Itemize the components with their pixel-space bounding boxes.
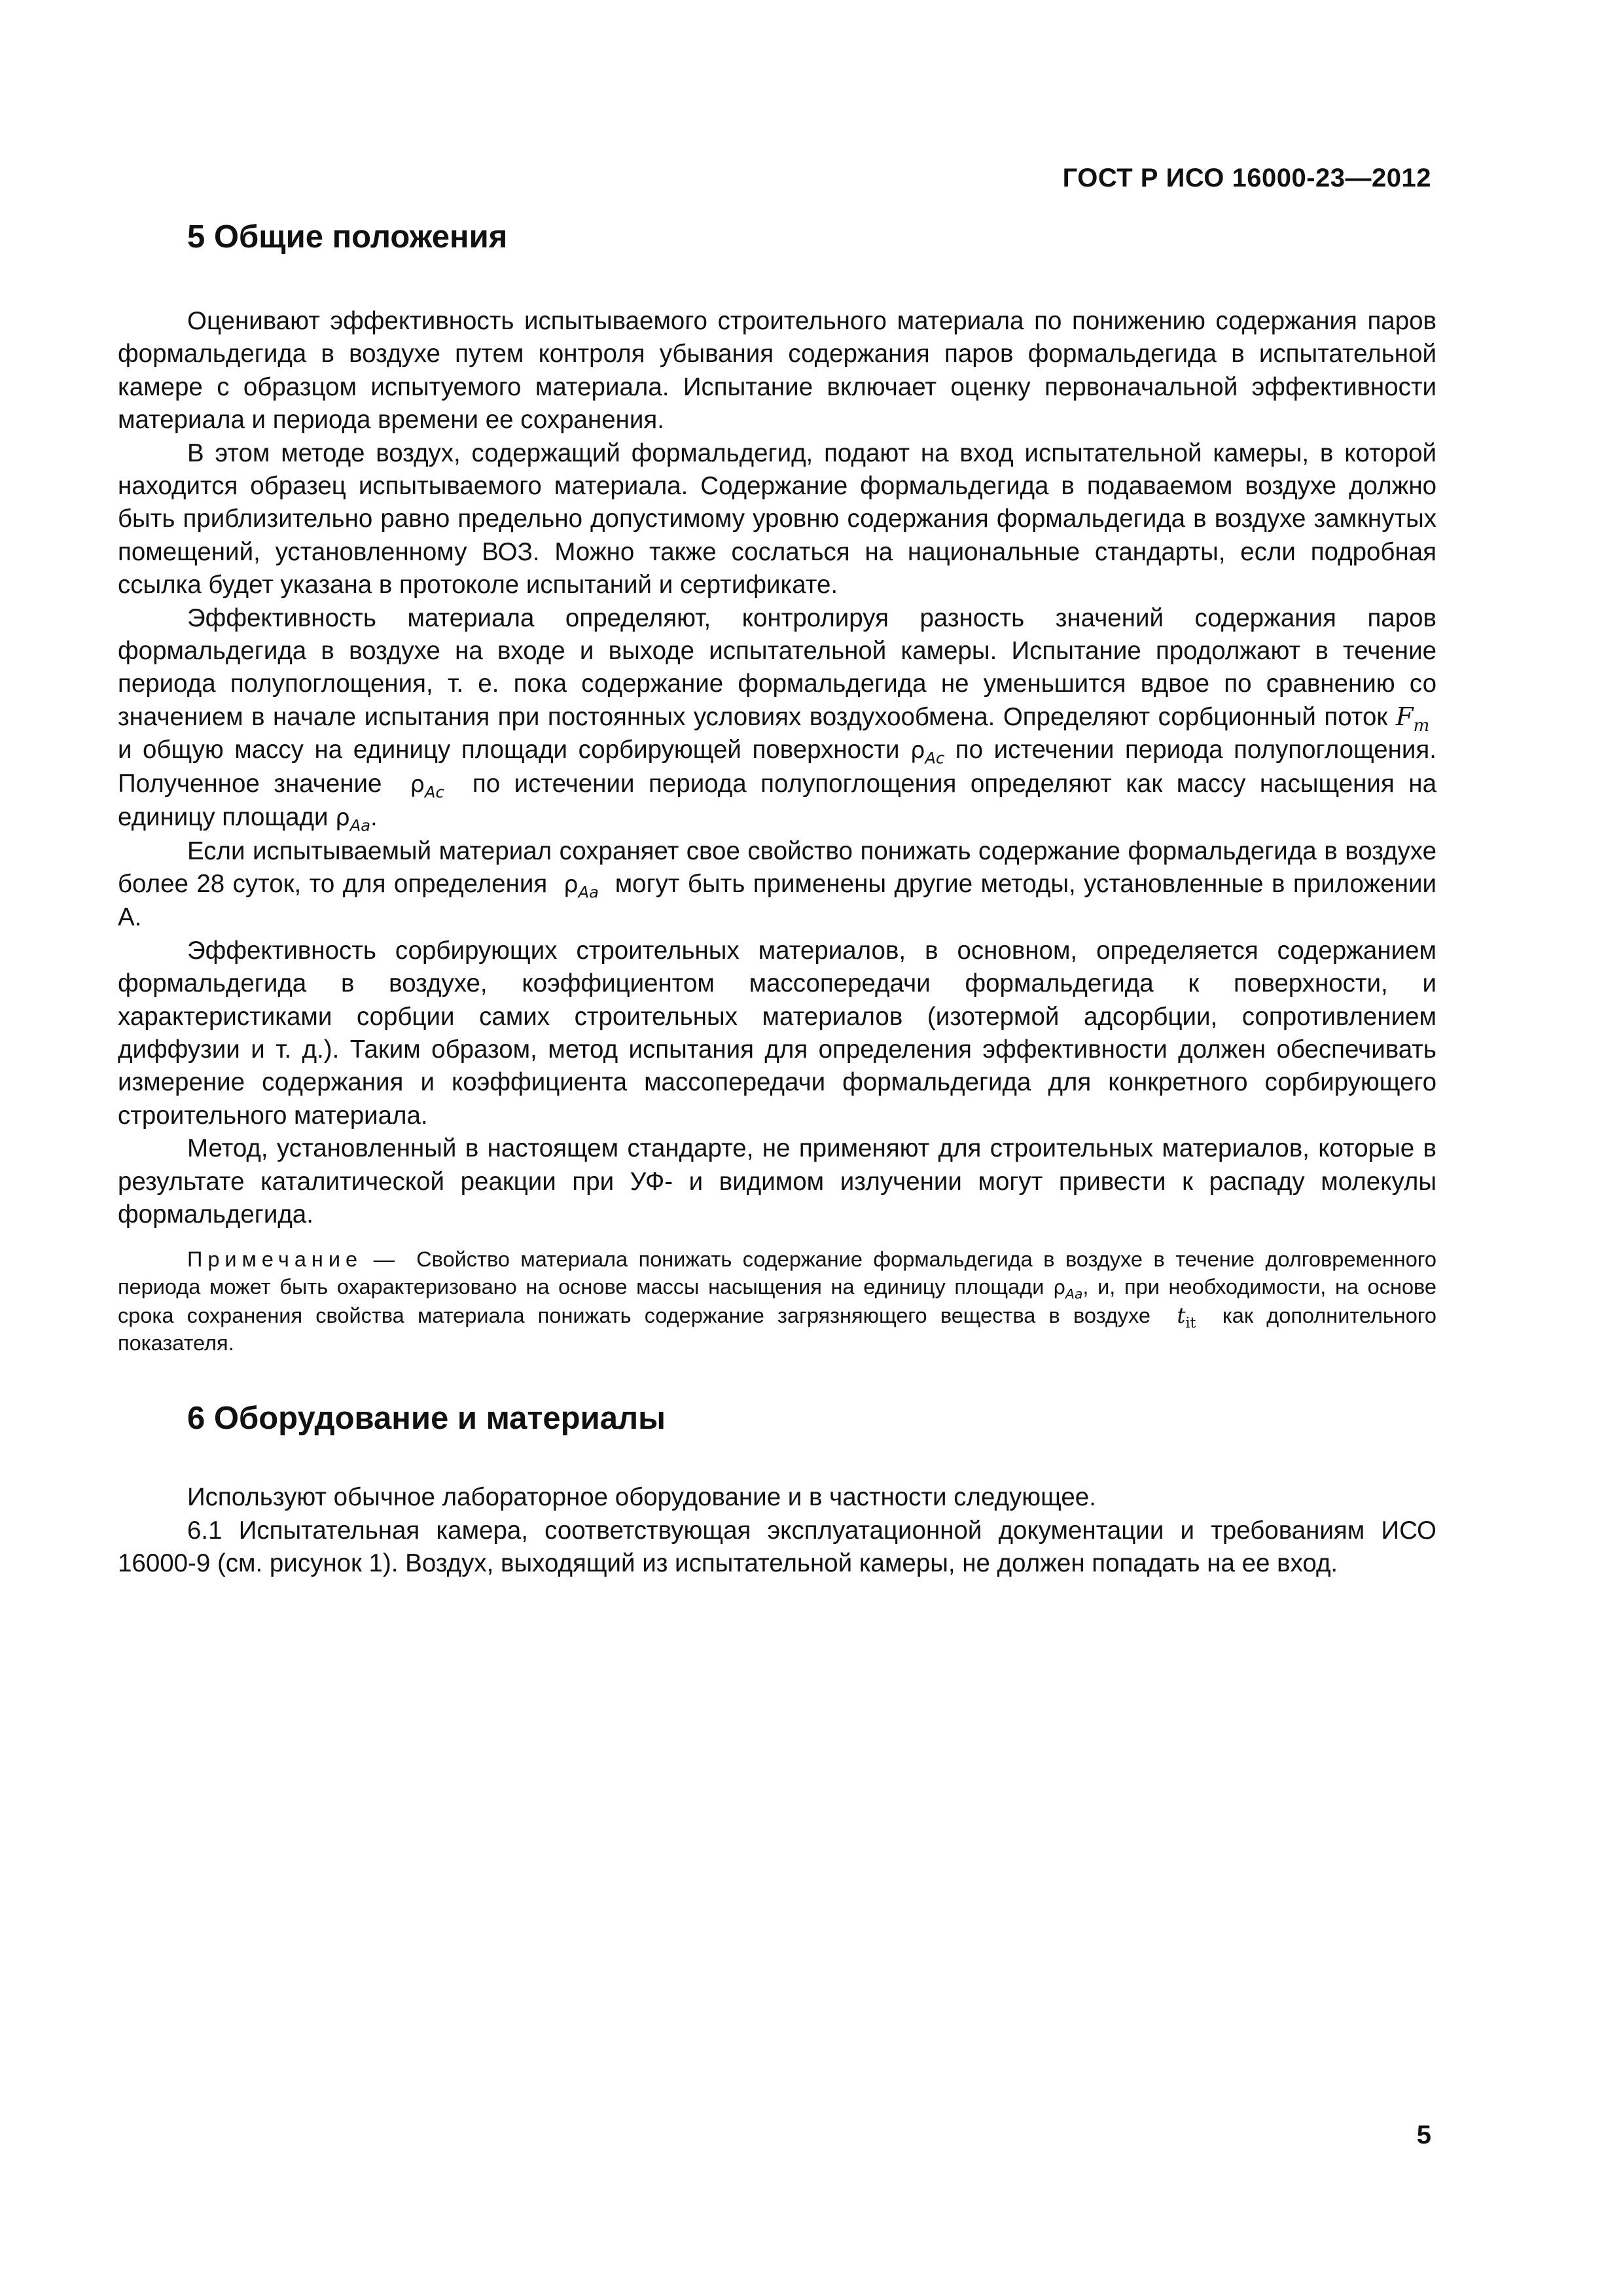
saturation-mass-aa-symbol: $\rho_{Aa}$ <box>335 804 370 835</box>
note-text-1: Свойство материала понижать содержание формальдегида в воздухе в течение долговременного периода может быть охарактеризовано на основе массы насыщения на единицу площади <box>118 1247 1437 1299</box>
p3-text-4: по истечении периода полупоглощения определяют как массу насыщения на единицу площади <box>118 769 1436 832</box>
page-content <box>118 216 1436 1581</box>
note-text-2: , и, при необходимости, на основе срока сохранения свойства материала понижать содержание загрязняющего вещества в воздухе <box>118 1275 1437 1328</box>
section-5-paragraph-2: В этом методе воздух, содержащий формальдегид, подают на вход испытательной камеры, в которой находится образец испытываемого материала. Содержание формальдегида в подаваемом воздухе должно быть приблизительно равно предельно допустимому уровню содержания формальдегида в воздухе замкнутых помещений, установленному ВОЗ. Можно также сослаться на национальные стандарты, если подробная ссылка будет указана в протоколе испытаний и сертификате. <box>118 439 1436 600</box>
note-saturation-mass-symbol: $\rho_{Aa}$ <box>1053 1276 1083 1302</box>
p4-text-1: Если испытываемый материал сохраняет свое свойство понижать содержание формальдегида в воздухе более 28 суток, то для определения <box>118 836 1436 898</box>
note-text-3: как дополнительного показателя. <box>118 1304 1437 1355</box>
p3-text-3: по истечении периода полупоглощения. Полученное значение <box>118 736 1436 798</box>
sorption-flux-symbol: $F_m$ <box>1395 702 1430 736</box>
saturation-mass-aa-symbol-2: $\rho_{Aa}$ <box>563 870 599 902</box>
p3-text-2: и общую массу на единицу площади сорбирующей поверхности <box>118 736 900 764</box>
retention-time-symbol: $t_{it}$ <box>1177 1303 1196 1333</box>
document-code: ГОСТ Р ИСО 16000-23—2012 <box>1062 164 1431 192</box>
mass-per-area-ac-symbol-2: $\rho_{Ac}$ <box>410 770 444 802</box>
section-6-paragraph-2: 6.1 Испытательная камера, соответствующая эксплуатационной документации и требованиям ИСО 16000-9 (см. рисунок 1). Воздух, выходящий из испытательной камеры, не должен попадать на ее вход. <box>118 1516 1436 1578</box>
section-5-note: Примечание — Свойство материала понижать содержание формальдегида в воздухе в течение долговременного периода может быть охарактеризовано на основе массы насыщения на единицу площади $\rho_{Aa}$, и, при необходимости, на основе срока сохранения свойства материала понижать содержание загрязняющего вещества в воздухе $t_{it}$ как дополнительного показателя. <box>118 1247 1437 1355</box>
mass-per-area-ac-symbol: $\rho_{Ac}$ <box>910 737 945 768</box>
p3-text-1: Эффективность материала определяют, контролируя разность значений содержания паров формальдегида в воздухе на входе и выходе испытательной камеры. Испытание продолжают в течение периода полупоглощения, т. е. пока содержание формальдегида не уменьшится вдвое по сравнению со значением в начале испытания при постоянных условиях воздухообмена. Определяют сорбционный поток <box>118 603 1436 731</box>
section-5-paragraph-4 <box>118 835 1436 935</box>
section-5-title: 5 Общие положения <box>187 219 508 255</box>
section-6-title: 6 Оборудование и материалы <box>187 1401 666 1437</box>
section-6-paragraph-1: Используют обычное лабораторное оборудование и в частности следующее. <box>187 1483 1096 1512</box>
page-number: 5 <box>1416 2121 1431 2149</box>
section-5-paragraph-1: Оценивают эффективность испытываемого строительного материала по понижению содержания паров формальдегида в воздухе путем контроля убывания содержания паров формальдегида в испытательной камере с образцом испытуемого материала. Испытание включает оценку первоначальной эффективности материала и периода времени ее сохранения. <box>118 307 1436 435</box>
note-label: Примечание <box>187 1247 363 1272</box>
p4-text-2: могут быть применены другие методы, установленные в приложении А. <box>118 869 1436 932</box>
section-5-paragraph-5: Эффективность сорбирующих строительных материалов, в основном, определяется содержанием формальдегида в воздухе, коэффициентом массопередачи формальдегида к поверхности, и характеристиками сорбции самих строительных материалов (изотермой адсорбции, сопротивлением диффузии и т. д.). Таким образом, метод испытания для определения эффективности должен обеспечивать измерение содержания и коэффициента массопередачи формальдегида для конкретного сорбирующего строительного материала. <box>118 936 1436 1130</box>
section-5-paragraph-6: Метод, установленный в настоящем стандарте, не применяют для строительных материалов, которые в результате каталитической реакции при УФ- и видимом излучении могут привести к распаду молекулы формальдегида. <box>118 1134 1436 1229</box>
section-5-paragraph-3: Эффективность материала определяют, контролируя разность значений содержания паров формальдегида в воздухе на входе и выходе испытательной камеры. Испытание продолжают в течение периода полупоглощения, т. е. пока содержание формальдегида не уменьшится вдвое по сравнению со значением в начале испытания при постоянных условиях воздухообмена. Определяют сорбционный поток $F_m$ и общую массу на единицу площади сорбирующей поверхности $\rho_{Ac}$ по истечении периода полупоглощения. Полученное значение $\rho_{Ac}$ по истечении периода полупоглощения определяют как массу насыщения на единицу площади $\rho_{Aa}$. <box>118 603 1436 835</box>
